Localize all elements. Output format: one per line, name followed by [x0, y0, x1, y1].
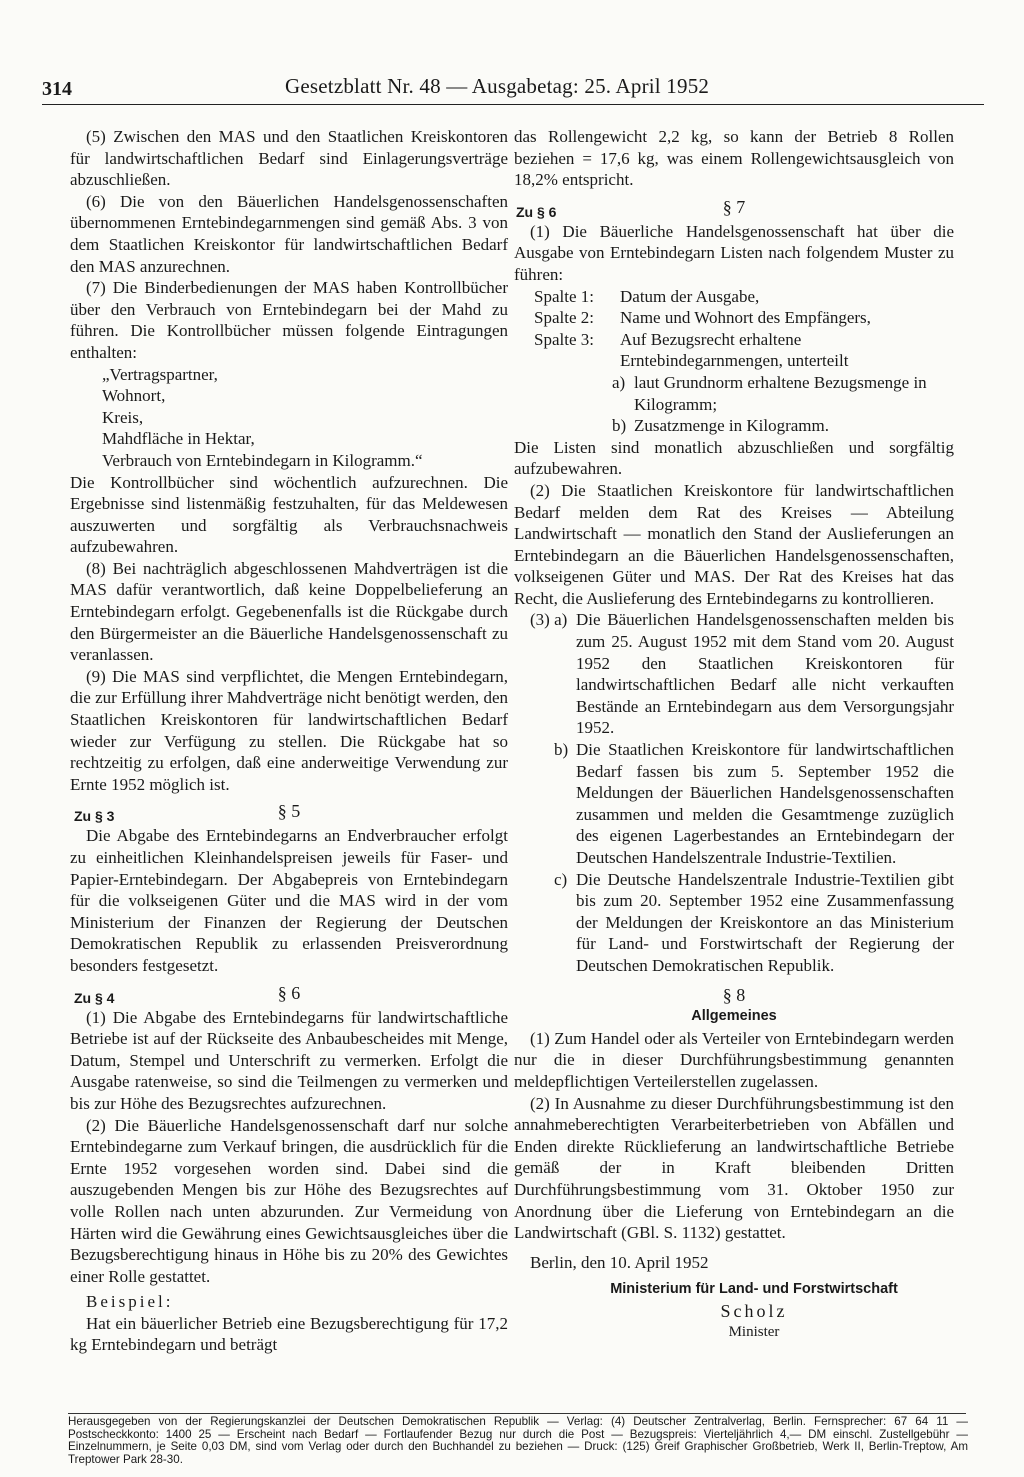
right-column	[514, 126, 954, 1344]
section-6-heading	[70, 983, 508, 1007]
item-label: b)	[554, 740, 569, 760]
section-5-heading	[70, 801, 508, 825]
item-label: (3) a)	[530, 610, 568, 630]
entry-line: Kreis,	[102, 407, 144, 427]
column-description: Auf Bezugsrecht erhaltene Erntebindegarnmengen, unterteilt	[620, 329, 849, 371]
left-column	[70, 126, 508, 1356]
item-text: Die Bäuerlichen Handelsgenossenschaften melden bis zum 25. August 1952 mit dem Stand vom 20. August 1952 den Staatlichen Kreiskontoren für landwirtschaftlichen Bedarf alle nicht verkauften Bestände an Erntebindegarn aus dem Versorgungsjahr 1952.	[576, 610, 954, 738]
signer-name: Scholz	[720, 1300, 788, 1321]
section-6-number: § 6	[277, 982, 301, 1003]
paragraph-7: (7) Die Binderbedienungen der MAS haben Kontrollbücher über den Verbrauch von Erntebindegarn bei der Mahd zu führen. Die Kontrollbücher müssen folgende Eintragungen enthalten:	[70, 278, 508, 362]
page-number: 314	[42, 78, 72, 100]
entry-line: Wohnort,	[102, 386, 166, 406]
list-item	[534, 329, 954, 372]
gazette-header: Gesetzblatt Nr. 48 — Ausgabetag: 25. April 1952	[285, 74, 710, 98]
column-label: Spalte 3:	[534, 329, 594, 349]
example-continued: das Rollengewicht 2,2 kg, so kann der Betrieb 8 Rollen beziehen = 17,6 kg, was einem Rollengewichtsausgleich von 18,2% entspricht.	[514, 127, 954, 190]
example-text: Hat ein bäuerlicher Betrieb eine Bezugsberechtigung für 17,2 kg Erntebindegarn und beträgt	[70, 1313, 508, 1355]
list-item	[534, 307, 954, 329]
section-6-paragraph-2: (2) Die Bäuerliche Handelsgenossenschaft darf nur solche Erntebindegarne zum Verkauf bringen, die ausdrücklich für die Ernte 1952 vorgesehen worden sind. Dabei sind die auszugebenden Mengen bis zur Höhe des Bezugsrechtes auf volle Rollen nach unten abzurunden. Zur Vermeidung von Härten wird die Gewährung eines Gewichtsausgleiches über die Bezugsberechtigung hinaus in Höhe bis zu 20% des Gewichtes einer Rolle gestattet.	[70, 1115, 508, 1286]
column-label: Spalte 1:	[534, 286, 594, 306]
place-and-date: Berlin, den 10. April 1952	[530, 1252, 709, 1272]
section-5-text: Die Abgabe des Erntebindegarns an Endverbraucher erfolgt zu einheitlichen Kleinhandelspreisen jeweils für Faser- und Papier-Erntebindegarn. Der Abgabepreis von Erntebindegarn für die volkseigenen Güter und die MAS wird in der vom Ministerium der Finanzen der Regierung der Deutschen Demokratischen Republik zu erlassenden Preisverordnung besonders festgesetzt.	[70, 826, 508, 975]
reference-zu-4: Zu § 4	[74, 989, 115, 1006]
column-description: Name und Wohnort des Empfängers,	[620, 308, 871, 328]
sub-text: laut Grundnorm erhaltene Bezugsmenge in Kilogramm;	[634, 372, 927, 414]
section-8-paragraph-1: (1) Zum Handel oder als Verteiler von Erntebindegarn werden nur die in dieser Durchführungsbestimmung genannten meldepflichtigen Verteilerstellen zugelassen.	[514, 1028, 954, 1091]
item-text: Die Deutsche Handelszentrale Industrie-Textilien gibt bis zum 20. September 1952 eine Zusammenfassung der Meldungen der Kreiskontore an das Ministerium für Land- und Forstwirtschaft der Regierung der Deutschen Demokratischen Republik.	[576, 869, 954, 975]
section-7-heading	[514, 197, 954, 221]
publisher-footer: Herausgegeben von der Regierungskanzlei der Deutschen Demokratischen Republik — Verlag: (4) Deutscher Zentralverlag, Berlin. Fernsprecher: 67 64 11 — Postscheckkonto: 1400 25 — Erscheint nach Bedarf — Fortlaufender Bezug nur durch die Post — Bezugspreis: Vierteljährlich 4,— DM einschl. Zustellgebühr — Einzelnummern, je Seite 0,03 DM, sind vom Verlag oder durch den Buchhandel zu beziehen — Druck: (125) Greif Graphischer Großbetrieb, Werk II, Berlin-Treptow, Am Treptower Park 28-30.	[68, 1415, 968, 1466]
column-list	[534, 286, 954, 437]
section-8-title: Allgemeines	[691, 1008, 777, 1025]
section-7-paragraph-2: (2) Die Staatlichen Kreiskontore für landwirtschaftlichen Bedarf melden dem Rat des Kreises — Abteilung Landwirtschaft — monatlich den Stand der Auslieferungen an Erntebindegarn an die Bäuerlichen Handelsgenossenschaften, volkseigenen Güter und MAS. Der Rat des Kreises hat das Recht, die Auslieferung des Erntebindegarns zu kontrollieren.	[514, 480, 954, 608]
sub-label: b)	[612, 416, 627, 436]
list-item	[612, 372, 954, 415]
entry-line: Mahdfläche in Hektar,	[102, 429, 255, 449]
section-7-paragraph-3b	[514, 739, 954, 869]
section-7-paragraph-3c	[514, 869, 954, 977]
paragraph-6: (6) Die von den Bäuerlichen Handelsgenossenschaften übernommenen Erntebindegarnmengen sind gemäß Abs. 3 von dem Staatlichen Kreiskontor für landwirtschaftlichen Bedarf den MAS anzurechnen.	[70, 191, 508, 276]
reference-zu-6: Zu § 6	[516, 203, 557, 220]
entry-line: „Vertragspartner,	[102, 364, 218, 384]
section-7-number: § 7	[722, 196, 746, 217]
section-7-paragraph-1: (1) Die Bäuerliche Handelsgenossenschaft hat über die Ausgabe von Erntebindegarn Listen nach folgendem Muster zu führen:	[514, 221, 954, 284]
section-7-paragraph-3a	[514, 609, 954, 739]
ministry-name: Ministerium für Land- und Forstwirtschaft	[610, 1281, 898, 1298]
column-description: Datum der Ausgabe,	[620, 286, 760, 306]
item-text: Die Staatlichen Kreiskontore für landwirtschaftlichen Bedarf fassen bis zum 5. September 1952 die Meldungen der Bäuerlichen Handelsgenossenschaften zusammen und melden die Gesamtmenge zuzüglich des eigenen Lagerbestandes an Erntebindegarn der Deutschen Handelszentrale Industrie-Textilien.	[576, 740, 954, 867]
list-item	[534, 286, 954, 308]
item-label: c)	[554, 869, 568, 889]
sub-label: a)	[612, 372, 626, 392]
paragraph-7-continued: Die Kontrollbücher sind wöchentlich aufzurechnen. Die Ergebnisse sind listenmäßig festzuhalten, für das Meldewesen auszuwerten und sorgfältig als Verbrauchsnachweis aufzubewahren.	[70, 472, 508, 557]
section-5-number: § 5	[277, 801, 301, 822]
entry-line: Verbrauch von Erntebindegarn in Kilogramm.“	[102, 450, 423, 470]
signer-title: Minister	[728, 1324, 780, 1341]
sub-text: Zusatzmenge in Kilogramm.	[634, 416, 829, 436]
section-6-paragraph-1: (1) Die Abgabe des Erntebindegarns für landwirtschaftliche Betriebe ist auf der Rückseite des Anbaubescheides mit Menge, Datum, Stempel und Unterschrift zu vermerken. Erfolgt die Ausgabe ratenweise, so sind die Teilmengen zu vermerken und bis zur Höhe des Bezugsrechtes aufzurechnen.	[70, 1007, 508, 1113]
section-8-number: § 8	[722, 984, 746, 1005]
footer-rule	[68, 1413, 966, 1414]
control-book-entries	[102, 364, 508, 472]
paragraph-9: (9) Die MAS sind verpflichtet, die Mengen Erntebindegarn, die zur Erfüllung ihrer Mahdverträge nicht benötigt werden, den Staatlichen Kreiskontoren für landwirtschaftlichen Bedarf wieder zur Verfügung zu stellen. Die Rückgabe hat so rechtzeitig zu erfolgen, daß eine anderweitige Verwendung zur Ernte 1952 möglich ist.	[70, 666, 508, 794]
section-8-paragraph-2: (2) In Ausnahme zu dieser Durchführungsbestimmung ist den annahmeberechtigten Verarbeiterbetrieben von Abfällen und Enden direkte Rücklieferung an landwirtschaftliche Betriebe gemäß der in Kraft bleibenden Dritten Durchführungsbestimmung vom 31. Oktober 1950 zur Anordnung über die Lieferung von Erntebindegarn an die Landwirtschaft (GBl. S. 1132) gestattet.	[514, 1093, 954, 1243]
list-item	[612, 415, 954, 437]
column-label: Spalte 2:	[534, 308, 594, 328]
header-rule	[42, 104, 984, 105]
example-label: Beispiel:	[86, 1292, 174, 1312]
reference-zu-3: Zu § 3	[74, 808, 115, 825]
paragraph-5: (5) Zwischen den MAS und den Staatlichen Kreiskontoren für landwirtschaftlichen Bedarf sind Einlagerungsverträge abzuschließen.	[70, 127, 508, 190]
paragraph-8: (8) Bei nachträglich abgeschlossenen Mahdverträgen ist die MAS dafür verantwortlich, daß keine Doppelbelieferung an Erntebindegarn erfolgt. Gegebenenfalls ist die Rückgabe durch den Bürgermeister an die Bäuerliche Handelsgenossenschaft zu veranlassen.	[70, 558, 508, 665]
section-7-paragraph-1-continued: Die Listen sind monatlich abzuschließen und sorgfältig aufzubewahren.	[514, 437, 954, 479]
